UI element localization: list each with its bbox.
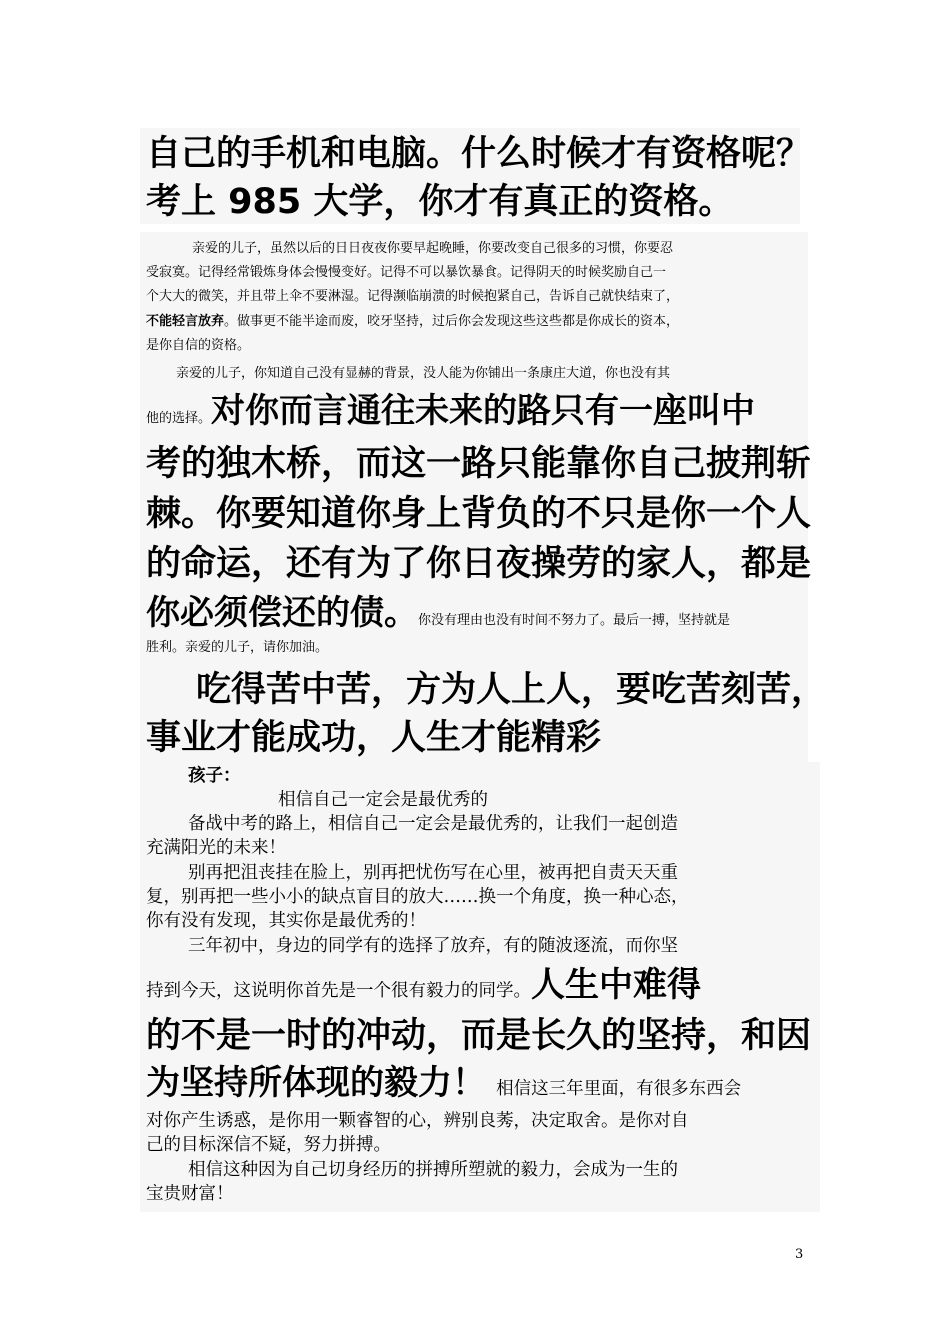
para2-line-2	[146, 388, 755, 442]
para1-line-4	[146, 312, 679, 332]
slogan-line-2: 事业才能成功，人生才能精彩	[146, 718, 602, 758]
letter-p3-line-2-small: 持到今天，这说明你首先是一个很有毅力的同学。	[146, 981, 531, 1001]
letter-p3-line-2-big: 人生中难得	[531, 965, 701, 1005]
letter-p3-line-5: 对你产生诱惑，是你用一颗睿智的心，辨别良莠，决定取舍。是你对自	[146, 1111, 689, 1131]
para2-line-5: 的命运，还有为了你日夜操劳的家人，都是	[146, 544, 812, 584]
letter-p1-line-2: 充满阳光的未来！	[146, 838, 286, 858]
letter-greeting: 孩子：	[188, 766, 241, 786]
para2-line-6-small: 你没有理由也没有时间不努力了。最后一搏，坚持就是	[418, 613, 731, 628]
slogan-line-1: 吃得苦中苦，方为人上人，要吃苦刻苦，	[196, 670, 827, 710]
para2-line-6-big: 你必须偿还的债。	[146, 593, 418, 633]
page-number: 3	[795, 1247, 804, 1262]
letter-p3-line-1: 三年初中，身边的同学有的选择了放弃，有的随波逐流，而你坚	[188, 936, 678, 956]
letter-p1-line-1: 备战中考的路上，相信自己一定会是最优秀的，让我们一起创造	[188, 814, 678, 834]
letter-title: 相信自己一定会是最优秀的	[278, 790, 488, 810]
para1-line-5: 是你自信的资格。	[146, 338, 251, 353]
letter-p4-line-1: 相信这种因为自己切身经历的拼搏所塑就的毅力，会成为一生的	[188, 1160, 678, 1180]
letter-p2-line-3: 你有没有发现，其实你是最优秀的！	[146, 911, 426, 931]
para1-line-1: 亲爱的儿子，虽然以后的日日夜夜你要早起晚睡，你要改变自己很多的习惯，你要忍	[192, 241, 674, 256]
heading-line-2: 考上 985 大学，你才有真正的资格。	[146, 182, 734, 222]
para1-line-2: 受寂寞。记得经常锻炼身体会慢慢变好。记得不可以暴饮暴食。记得阴天的时候奖励自己一	[146, 265, 667, 280]
para2-line-2-small: 他的选择。	[146, 411, 212, 426]
letter-p3-line-4-big: 为坚持所体现的毅力！	[146, 1063, 486, 1103]
emphasis-text: 不能轻言放弃	[146, 314, 225, 329]
letter-p3-line-4-small: 相信这三年里面，有很多东西会	[496, 1079, 742, 1099]
para2-line-2-big: 对你而言通往未来的路只有一座叫中	[211, 391, 756, 431]
para1-line-4-rest: 。做事更不能半途而废，咬牙坚持，过后你会发现这些这些都是你成长的资本，	[224, 314, 680, 329]
letter-p2-line-1: 别再把沮丧挂在脸上，别再把忧伤写在心里，被再把自责天天重	[188, 863, 678, 883]
para2-line-1: 亲爱的儿子，你知道自己没有显赫的背景，没人能为你铺出一条康庄大道，你也没有其	[176, 366, 671, 381]
letter-p3-line-6: 己的目标深信不疑，努力拼搏。	[146, 1135, 391, 1155]
letter-p2-line-2: 复，别再把一些小小的缺点盲目的放大……换一个角度，换一种心态，	[146, 887, 689, 907]
letter-p4-line-2: 宝贵财富！	[146, 1184, 234, 1204]
letter-p3-line-3: 的不是一时的冲动，而是长久的坚持，和因	[146, 1016, 812, 1056]
para2-line-3: 考的独木桥，而这一路只能靠你自己披荆斩	[146, 444, 812, 484]
letter-p3-line-4	[146, 1058, 741, 1114]
para2-line-4: 棘。你要知道你身上背负的不只是你一个人	[146, 494, 812, 534]
para1-line-3: 个大大的微笑，并且带上伞不要淋湿。记得濒临崩溃的时候抱紧自己，告诉自己就快结束了，	[146, 289, 680, 304]
letter-p3-line-2	[146, 960, 701, 1016]
heading-line-1: 自己的手机和电脑。什么时候才有资格呢？	[146, 134, 812, 174]
para2-line-7: 胜利。亲爱的儿子，请你加油。	[146, 640, 329, 655]
